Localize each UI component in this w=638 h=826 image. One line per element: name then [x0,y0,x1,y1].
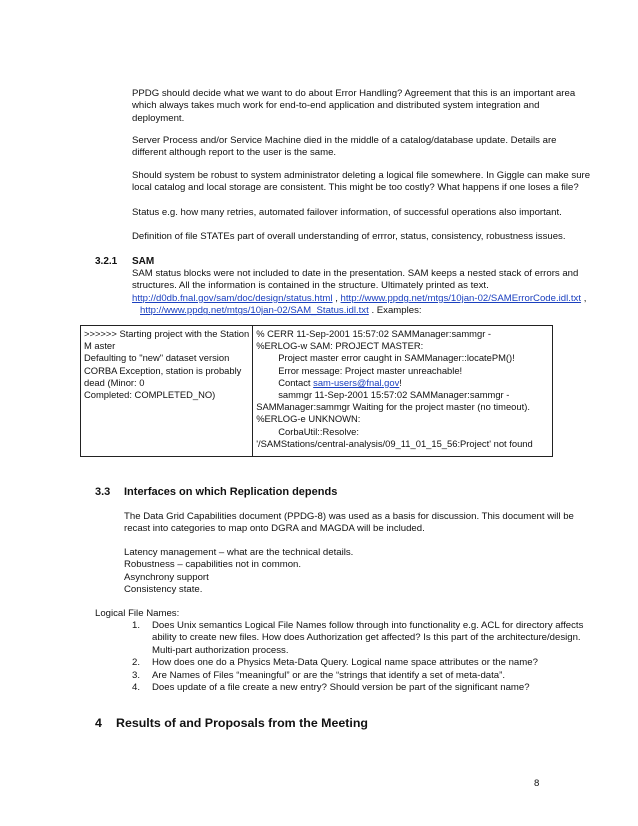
paragraph-server-process: Server Process and/or Service Machine died in the middle of a catalog/database update. Details are different although report to the user is the same. [132,135,557,159]
section-3-2-1-title: SAM [132,256,155,267]
example-right-cell: % CERR 11-Sep-2001 15:57:02 SAMManager:sammgr - %ERLOG-w SAM: PROJECT MASTER: Project master error caught in SAMManager::locatePM()! Error message: Project master unreachable! Contact sam-users@fnal.gov! sammgr 11-Sep-2001 15:57:02 SAMManager:sammgr - SAMManager:sammgr Waiting for the project master (no timeout). %ERLOG-e UNKNOWN: CorbaUtil::Resolve: '/SAMStations/central-analysis/09_11_01_15_56:Project' not found [253,326,553,457]
sam-example-table [80,325,553,457]
list-item: 1. Does Unix semantics Logical File Names follow through into functionality e.g. ACL for directory affects ability to create new files. How does Authorization get affected? Is this part of the architecture/design. Multi-part authorization process. [132,620,584,656]
paragraph-latency: Latency management – what are the technical details. Robustness – capabilities not in common. Asynchrony support Consistency state. [124,547,354,596]
section-3-3-title: Interfaces on which Replication depends [124,486,338,498]
paragraph-status: Status e.g. how many retries, automated failover information, of successful operations also important. [132,207,562,218]
list-item: 4. Does update of a file create a new entry? Should version be part of the significant name? [132,682,530,694]
sam-error-code-link[interactable]: http://www.ppdg.net/mtgs/10jan-02/SAMErrorCode.idl.txt [340,292,582,304]
example-left-cell: >>>>>> Starting project with the Station M aster Defaulting to "new" dataset version CORBA Exception, station is probably dead (Minor: 0 Completed: COMPLETED_NO) [81,326,253,457]
list-item: 3. Are Names of Files “meaningful” or are the “strings that identify a set of meta-data”. [132,669,505,681]
section-3-3-number: 3.3 [95,486,111,498]
section-3-2-1-number: 3.2.1 [95,256,118,267]
paragraph-error-handling: PPDG should decide what we want to do about Error Handling? Agreement that this is an important area which always takes much work for end-to-end application and distributed system integration and deployment. [132,88,576,124]
logical-file-names-list [132,620,584,694]
section-4-title: Results of and Proposals from the Meeting [116,716,368,730]
logical-file-names-heading: Logical File Names: [95,608,180,619]
section-4-number: 4 [95,716,102,730]
sam-users-email-link[interactable]: sam-users@fnal.gov [313,376,400,388]
paragraph-system-robust: Should system be robust to system administrator deleting a logical file somewhere. In Giggle can make sure local catalog and local storage are consistent. This might be too costly? What happens if one loses a file? [132,170,591,194]
sam-status-link[interactable]: http://www.ppdg.net/mtgs/10jan-02/SAM_Status.idl.txt [140,305,369,317]
list-item: 2. How does one do a Physics Meta-Data Query. Logical name space attributes or the name? [132,657,538,669]
paragraph-file-states: Definition of file STATEs part of overall understanding of errror, status, consistency, robustness issues. [132,231,566,242]
paragraph-data-grid: The Data Grid Capabilities document (PPDG-8) was used as a basis for discussion. This document will be recast into categories to map onto DGRA and MAGDA will be included. [124,511,574,535]
status-html-link[interactable]: http://d0db.fnal.gov/sam/doc/design/status.html [132,292,333,304]
paragraph-sam: SAM status blocks were not included to date in the presentation. SAM keeps a nested stack of errors and structures. All the information is contained in the structure. Ultimately printed as text. http://d0db.fnal.gov/sam/doc/design/status.html , http://www.ppdg.net/mtgs/10jan-02/SAMErrorCode.idl.txt , http://www.ppdg.net/mtgs/10jan-02/SAM_Status.idl.txt . Examples: [132,268,587,317]
page-number: 8 [534,778,540,789]
